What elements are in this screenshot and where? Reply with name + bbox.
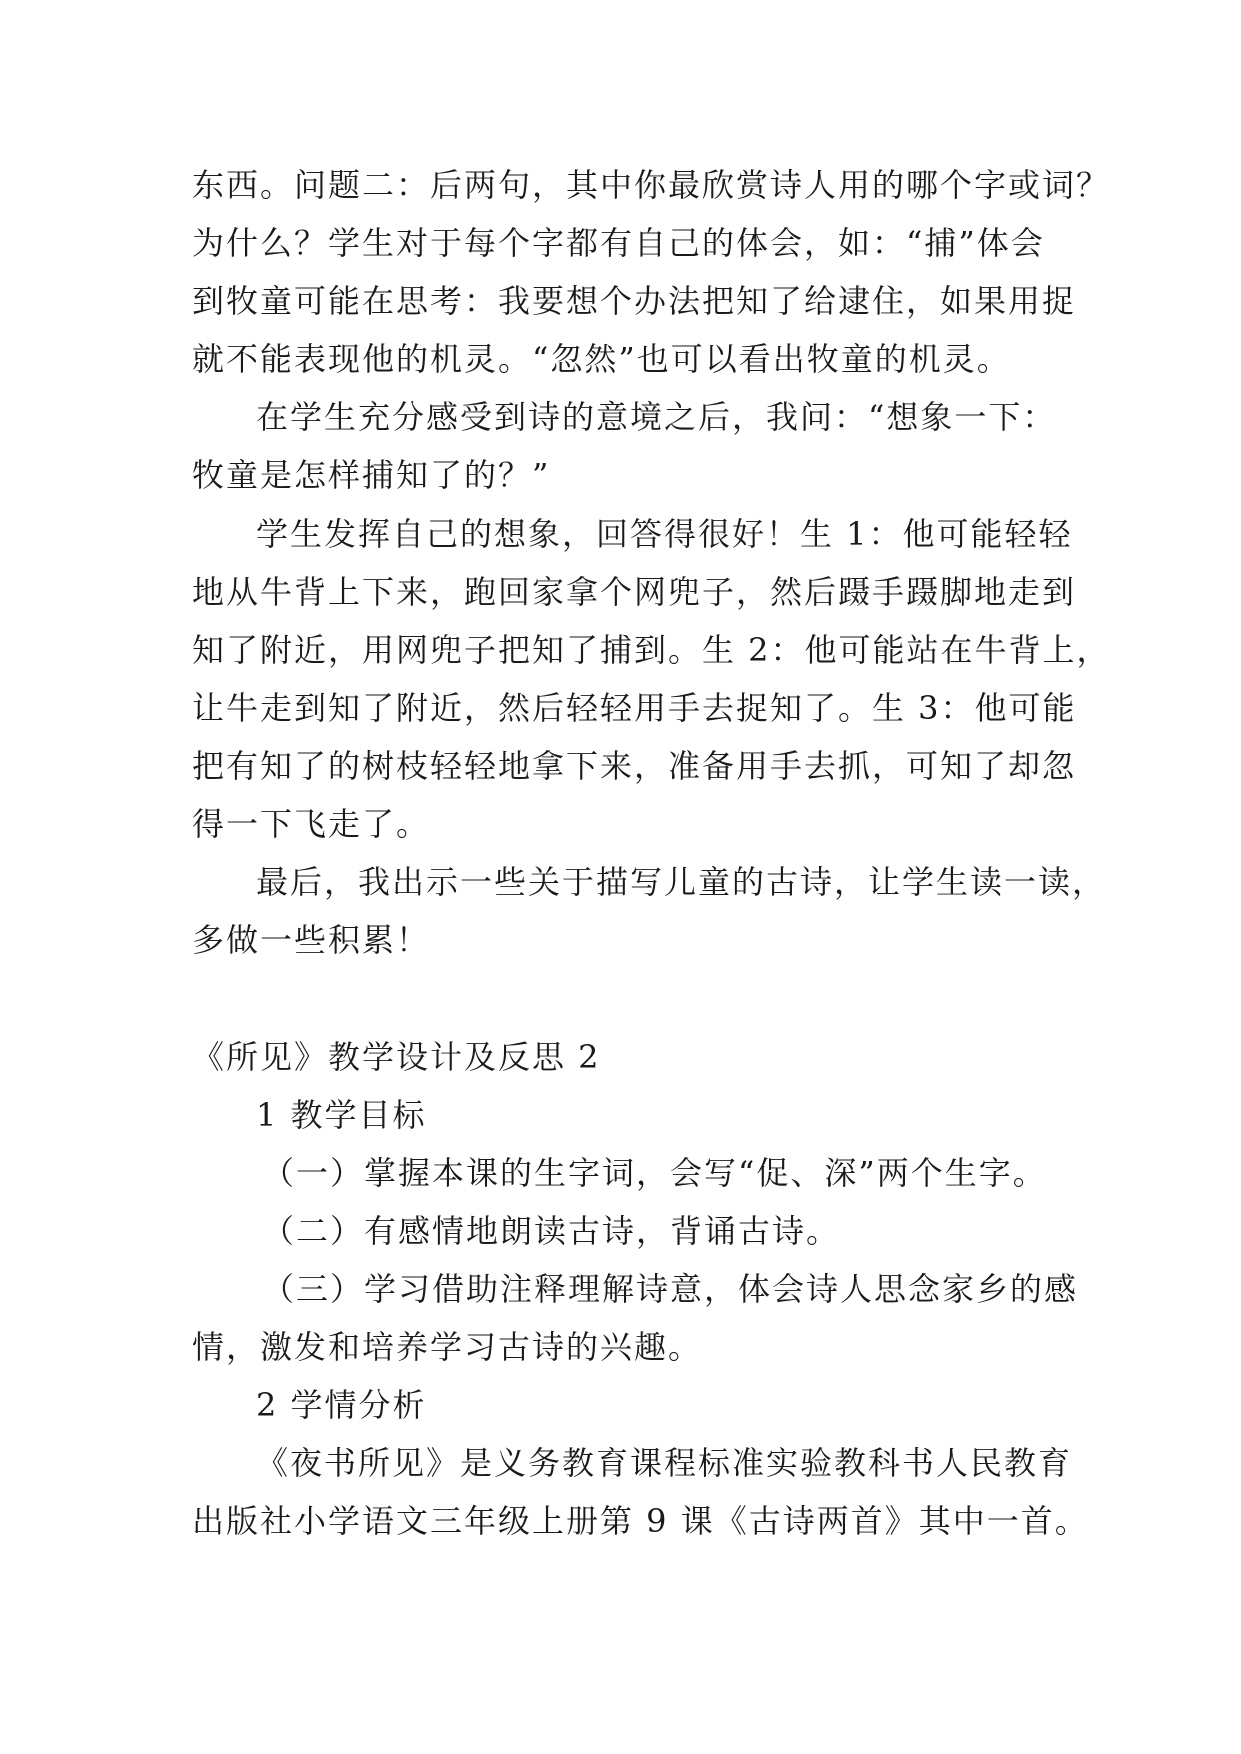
section-heading: 2 学情分析 <box>256 1386 427 1424</box>
paragraph-line: 学生发挥自己的想象，回答得很好！生 1：他可能轻轻 <box>256 515 1073 553</box>
paragraph-line: 知了附近，用网兜子把知了捕到。生 2：他可能站在牛背上， <box>192 631 1111 669</box>
paragraph-line: 东西。问题二：后两句，其中你最欣赏诗人用的哪个字或词？ <box>192 166 1111 204</box>
paragraph-line: 出版社小学语文三年级上册第 9 课《古诗两首》其中一首。 <box>192 1502 1089 1540</box>
paragraph-line: 把有知了的树枝轻轻地拿下来，准备用手去抓，可知了却忽 <box>192 747 1077 785</box>
paragraph-line: 《夜书所见》是义务教育课程标准实验教科书人民教育 <box>256 1444 1073 1482</box>
paragraph-line: 得一下飞走了。 <box>192 805 431 843</box>
paragraph-line: 地从牛背上下来，跑回家拿个网兜子，然后蹑手蹑脚地走到 <box>192 573 1077 611</box>
paragraph-line: 为什么？学生对于每个字都有自己的体会，如：“捕”体会 <box>192 224 1045 262</box>
goal-item: （三）学习借助注释理解诗意，体会诗人思念家乡的感 <box>262 1270 1079 1308</box>
section-title: 《所见》教学设计及反思 2 <box>192 1038 601 1076</box>
paragraph-line: 多做一些积累！ <box>192 921 431 959</box>
goal-item: （二）有感情地朗读古诗，背诵古诗。 <box>262 1212 841 1250</box>
paragraph-line: 就不能表现他的机灵。“忽然”也可以看出牧童的机灵。 <box>192 340 1011 378</box>
goal-item: 情，激发和培养学习古诗的兴趣。 <box>192 1328 703 1366</box>
paragraph-line: 让牛走到知了附近，然后轻轻用手去捉知了。生 3：他可能 <box>192 689 1077 727</box>
paragraph-line: 牧童是怎样捕知了的？” <box>192 456 551 494</box>
paragraph-line: 最后，我出示一些关于描写儿童的古诗，让学生读一读， <box>256 863 1107 901</box>
paragraph-line: 在学生充分感受到诗的意境之后，我问：“想象一下： <box>256 398 1057 436</box>
paragraph-line: 到牧童可能在思考：我要想个办法把知了给逮住，如果用捉 <box>192 282 1077 320</box>
goal-item: （一）掌握本课的生字词，会写“促、深”两个生字。 <box>262 1154 1047 1192</box>
section-heading: 1 教学目标 <box>256 1096 427 1134</box>
